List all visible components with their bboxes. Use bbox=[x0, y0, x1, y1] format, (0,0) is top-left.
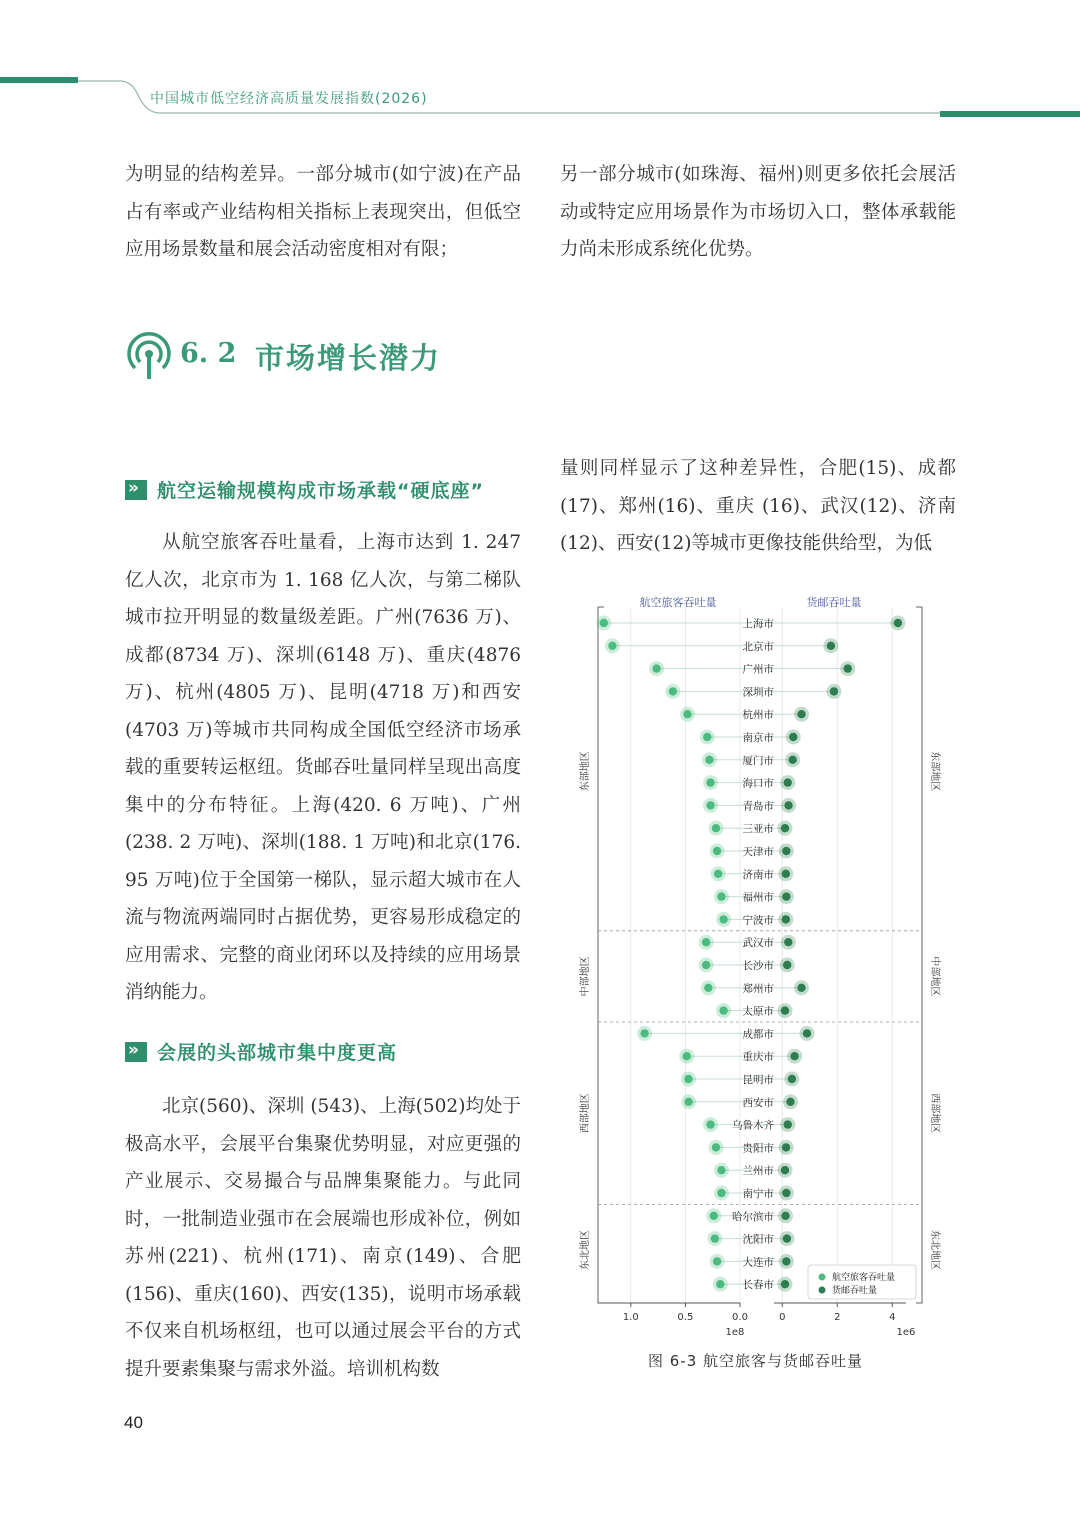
city-label: 成都市 bbox=[742, 1028, 774, 1041]
passenger-point bbox=[703, 733, 711, 741]
city-label: 武汉市 bbox=[742, 937, 774, 950]
city-label: 哈尔滨市 bbox=[732, 1210, 774, 1223]
city-label: 长春市 bbox=[742, 1279, 774, 1292]
running-header-title: 中国城市低空经济高质量发展指数(2026) bbox=[150, 91, 428, 107]
passenger-point bbox=[719, 915, 727, 923]
region-label-right: 东北地区 bbox=[929, 1230, 940, 1270]
city-label: 杭州市 bbox=[742, 709, 774, 722]
passenger-point bbox=[719, 1006, 727, 1014]
cargo-point bbox=[782, 1143, 790, 1151]
cargo-point bbox=[782, 870, 790, 878]
region-label-right: 西部地区 bbox=[929, 1093, 940, 1134]
city-label: 乌鲁木齐 bbox=[732, 1119, 774, 1132]
cargo-point bbox=[782, 915, 790, 923]
city-label: 广州市 bbox=[742, 663, 774, 676]
subheading-aviation-title: 航空运输规模构成市场承载“硬底座” bbox=[157, 480, 484, 502]
passenger-point bbox=[600, 619, 608, 627]
city-label: 宁波市 bbox=[742, 914, 774, 927]
passenger-point bbox=[640, 1029, 648, 1037]
passenger-point bbox=[710, 1212, 718, 1220]
left-axis-unit: 1e8 bbox=[725, 1327, 745, 1338]
passenger-point bbox=[717, 1189, 725, 1197]
cargo-point bbox=[783, 961, 791, 969]
paragraph-top-right: 另一部分城市(如珠海、福州)则更多依托会展活动或特定应用场景作为市场切入口，整体承载能力尚未形成系统化优势。 bbox=[560, 164, 956, 260]
passenger-point bbox=[704, 984, 712, 992]
chart-right-title: 货邮吞吐量 bbox=[806, 596, 862, 609]
region-label-left: 西部地区 bbox=[580, 1093, 591, 1134]
cargo-point bbox=[786, 1098, 794, 1106]
city-label: 上海市 bbox=[742, 618, 774, 630]
figure-caption: 图 6-3 航空旅客与货邮吞吐量 bbox=[648, 1352, 864, 1370]
city-label: 青岛市 bbox=[742, 800, 774, 813]
legend-cargo-marker bbox=[819, 1287, 826, 1294]
passenger-point bbox=[716, 1280, 724, 1288]
legend-cargo-label: 货邮吞吐量 bbox=[832, 1286, 878, 1296]
passenger-point bbox=[713, 1257, 721, 1265]
passenger-point bbox=[702, 938, 710, 946]
chart-frame-right bbox=[916, 607, 922, 1303]
right-tick-label: 0 bbox=[779, 1312, 786, 1323]
passenger-point bbox=[711, 1234, 719, 1242]
chart-left-title: 航空旅客吞吐量 bbox=[639, 596, 717, 609]
cargo-point bbox=[782, 892, 790, 900]
passenger-point bbox=[706, 778, 714, 786]
city-label: 三亚市 bbox=[742, 823, 774, 836]
city-label: 济南市 bbox=[742, 868, 774, 881]
cargo-point bbox=[783, 1234, 791, 1242]
city-label: 南京市 bbox=[742, 732, 774, 744]
page-number: 40 bbox=[124, 1413, 143, 1432]
cargo-point bbox=[784, 801, 792, 809]
passenger-point bbox=[713, 847, 721, 855]
passenger-point bbox=[684, 1098, 692, 1106]
cargo-point bbox=[844, 664, 852, 672]
cargo-point bbox=[830, 687, 838, 695]
left-tick-label: 1.0 bbox=[622, 1312, 639, 1323]
city-label: 南宁市 bbox=[742, 1188, 774, 1200]
city-label: 长沙市 bbox=[742, 960, 774, 972]
legend-passenger-marker bbox=[819, 1274, 826, 1281]
region-label-left: 中部地区 bbox=[580, 956, 591, 997]
passenger-point bbox=[706, 1120, 714, 1128]
right-axis-unit: 1e6 bbox=[896, 1327, 916, 1338]
cargo-point bbox=[797, 984, 805, 992]
passenger-point bbox=[652, 664, 660, 672]
city-label: 海口市 bbox=[742, 777, 774, 790]
region-label-right: 东部地区 bbox=[929, 751, 940, 792]
right-tick-label: 2 bbox=[834, 1312, 841, 1323]
region-label-left: 东北地区 bbox=[580, 1230, 591, 1270]
dumbbell-chart bbox=[576, 585, 946, 1345]
signal-pin-icon bbox=[125, 330, 173, 382]
paragraph-training: 量则同样显示了这种差异性，合肥(15)、成都(17)、郑州(16)、重庆 (16)、武汉(12)、济南(12)、西安(12)等城市更像技能供给型，为低 bbox=[560, 458, 956, 554]
double-chevron-icon: » bbox=[125, 1042, 147, 1062]
cargo-point bbox=[782, 1189, 790, 1197]
city-label: 西安市 bbox=[742, 1096, 774, 1109]
city-label: 兰州市 bbox=[742, 1165, 774, 1178]
chart-svg bbox=[576, 585, 946, 1345]
cargo-point bbox=[784, 1120, 792, 1128]
city-label: 贵阳市 bbox=[742, 1142, 774, 1155]
cargo-point bbox=[827, 642, 835, 650]
cargo-point bbox=[797, 710, 805, 718]
passenger-point bbox=[683, 710, 691, 718]
cargo-point bbox=[894, 619, 902, 627]
city-label: 太原市 bbox=[742, 1005, 774, 1018]
passenger-point bbox=[702, 961, 710, 969]
city-label: 大连市 bbox=[742, 1256, 774, 1269]
cargo-point bbox=[790, 1052, 798, 1060]
legend-passenger-label: 航空旅客吞吐量 bbox=[832, 1273, 896, 1283]
passenger-point bbox=[683, 1052, 691, 1060]
passenger-point bbox=[714, 870, 722, 878]
paragraph-exhibition: 北京(560)、深圳 (543)、上海(502)均处于极高水平，会展平台集聚优势明显，对应更强的产业展示、交易撮合与品牌集聚能力。与此同时，一批制造业强市在会展端也形成补位，例如苏州(221)、杭州(171)、南京(149)、合肥(156)、重庆(160)、西安(135)，说明市场承载不仅来自机场枢纽，也可以通过展会平台的方式提升要素集聚与需求外溢。培训机构数 bbox=[125, 1096, 521, 1380]
cargo-point bbox=[784, 938, 792, 946]
region-label-right: 中部地区 bbox=[929, 956, 940, 997]
city-label: 郑州市 bbox=[742, 982, 774, 995]
cargo-point bbox=[782, 847, 790, 855]
passenger-point bbox=[717, 892, 725, 900]
passenger-point bbox=[684, 1075, 692, 1083]
city-label: 北京市 bbox=[742, 640, 774, 653]
city-label: 深圳市 bbox=[742, 686, 774, 699]
passenger-point bbox=[717, 1166, 725, 1174]
city-label: 天津市 bbox=[742, 846, 774, 858]
city-label: 昆明市 bbox=[742, 1074, 774, 1086]
chart-frame-left bbox=[598, 607, 604, 1303]
passenger-point bbox=[669, 687, 677, 695]
cargo-point bbox=[784, 778, 792, 786]
passenger-point bbox=[712, 824, 720, 832]
cargo-point bbox=[782, 1257, 790, 1265]
cargo-point bbox=[781, 1166, 789, 1174]
city-label: 厦门市 bbox=[742, 754, 774, 767]
passenger-point bbox=[608, 642, 616, 650]
right-tick-label: 4 bbox=[889, 1312, 896, 1323]
cargo-point bbox=[789, 733, 797, 741]
city-label: 沈阳市 bbox=[742, 1233, 774, 1246]
city-label: 福州市 bbox=[742, 891, 774, 904]
passenger-point bbox=[706, 801, 714, 809]
cargo-point bbox=[789, 756, 797, 764]
paragraph-top-left: 为明显的结构差异。一部分城市(如宁波)在产品占有率或产业结构相关指标上表现突出，但低空应用场景数量和展会活动密度相对有限； bbox=[125, 164, 521, 260]
cargo-point bbox=[781, 1212, 789, 1220]
paragraph-aviation: 从航空旅客吞吐量看，上海市达到 1. 247 亿人次，北京市为 1. 168 亿人次，与第二梯队城市拉开明显的数量级差距。广州(7636 万)、成都(8734 万)、深圳(6148 万)、重庆(4876 万)、杭州(4805 万)、昆明(4718 万)和西安(4703 万)等城市共同构成全国低空经济市场承载的重要转运枢纽。货邮吞吐量同样呈现出高度集中的分布特征。上海(420. 6 万吨)、广州(238. 2 万吨)、深圳(188. 1 万吨)和北京(176. 95 万吨)位于全国第一梯队，显示超大城市在人流与物流两端同时占据优势，更容易形成稳定的应用需求、完整的商业闭环以及持续的应用场景消纳能力。 bbox=[125, 532, 521, 1003]
region-label-left: 东部地区 bbox=[580, 751, 591, 792]
left-tick-label: 0.0 bbox=[732, 1312, 748, 1323]
passenger-point bbox=[712, 1143, 720, 1151]
cargo-point bbox=[803, 1029, 811, 1037]
section-number: 6. 2 bbox=[180, 338, 237, 369]
left-tick-label: 0.5 bbox=[677, 1312, 694, 1323]
city-label: 重庆市 bbox=[742, 1051, 774, 1064]
cargo-point bbox=[781, 1280, 789, 1288]
subheading-exhibition-title: 会展的头部城市集中度更高 bbox=[157, 1042, 398, 1064]
double-chevron-icon: » bbox=[125, 480, 147, 500]
passenger-point bbox=[705, 756, 713, 764]
cargo-point bbox=[781, 824, 789, 832]
cargo-point bbox=[788, 1075, 796, 1083]
cargo-point bbox=[781, 1006, 789, 1014]
section-title: 市场增长潜力 bbox=[255, 341, 442, 375]
